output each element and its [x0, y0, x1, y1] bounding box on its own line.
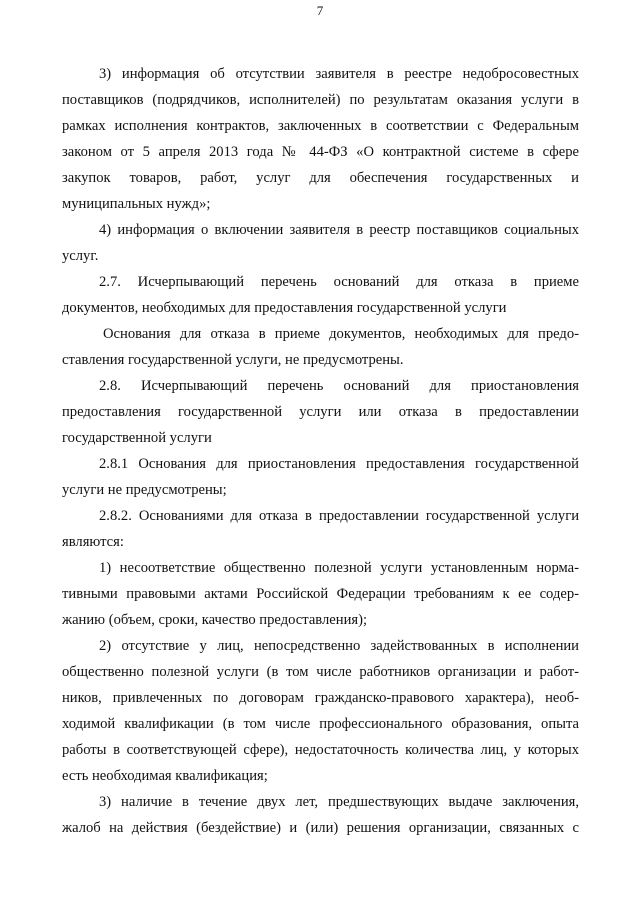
document-body: [62, 61, 579, 841]
section-heading-line: 2.8. Исчерпывающий перечень оснований для приостановления: [99, 378, 579, 394]
text-line: Основания для отказа в приеме документов, необходимых для предо-: [103, 326, 579, 342]
text-line: 3) наличие в течение двух лет, предшествующих выдаче заключения,: [99, 794, 579, 810]
text-line: ников, привлеченных по договорам гражданско-правового характера), необ-: [62, 690, 579, 706]
section-heading-line: государственной услуги: [62, 430, 212, 446]
text-line: 2) отсутствие у лиц, непосредственно задействованных в исполнении: [99, 638, 579, 654]
text-line: ходимой квалификации (в том числе профессионального образования, опыта: [62, 716, 579, 732]
text-line: рамках исполнения контрактов, заключенных в соответствии с Федеральным: [62, 118, 579, 134]
text-line: услуги не предусмотрены;: [62, 482, 227, 498]
text-line: 4) информация о включении заявителя в реестр поставщиков социальных: [99, 222, 579, 238]
text-line: законом от 5 апреля 2013 года № 44-ФЗ «О контрактной системе в сфере: [62, 144, 579, 160]
text-line: есть необходимая квалификация;: [62, 768, 268, 784]
page-number: 7: [316, 3, 324, 18]
text-line: услуг.: [62, 248, 99, 264]
text-line: общественно полезной услуги (в том числе работников организации и работ-: [62, 664, 579, 680]
text-line: жанию (объем, сроки, качество предоставления);: [62, 612, 368, 628]
text-line: работы в соответствующей сфере), недостаточность количества лиц, у которых: [62, 742, 579, 758]
text-line: муниципальных нужд»;: [62, 196, 211, 212]
text-line: являются:: [62, 534, 124, 550]
text-line: 3) информация об отсутствии заявителя в реестре недобросовестных: [99, 66, 579, 82]
text-line: 2.8.1 Основания для приостановления предоставления государственной: [99, 456, 579, 472]
text-line: тивными правовыми актами Российской Федерации требованиям к ее содер-: [62, 586, 579, 602]
text-line: 2.8.2. Основаниями для отказа в предоставлении государственной услуги: [99, 508, 579, 524]
section-heading-line: предоставления государственной услуги или отказа в предоставлении: [62, 404, 579, 420]
text-line: закупок товаров, работ, услуг для обеспечения государственных и: [62, 170, 579, 186]
text-line: жалоб на действия (бездействие) и (или) решения организации, связанных с: [62, 820, 579, 836]
text-line: 1) несоответствие общественно полезной услуги установленным норма-: [99, 560, 579, 576]
text-line: поставщиков (подрядчиков, исполнителей) по результатам оказания услуги в: [62, 92, 579, 108]
section-heading-line: 2.7. Исчерпывающий перечень оснований для отказа в приеме: [99, 274, 579, 290]
text-line: ставления государственной услуги, не предусмотрены.: [62, 352, 404, 368]
section-heading-line: документов, необходимых для предоставления государственной услуги: [62, 300, 507, 316]
